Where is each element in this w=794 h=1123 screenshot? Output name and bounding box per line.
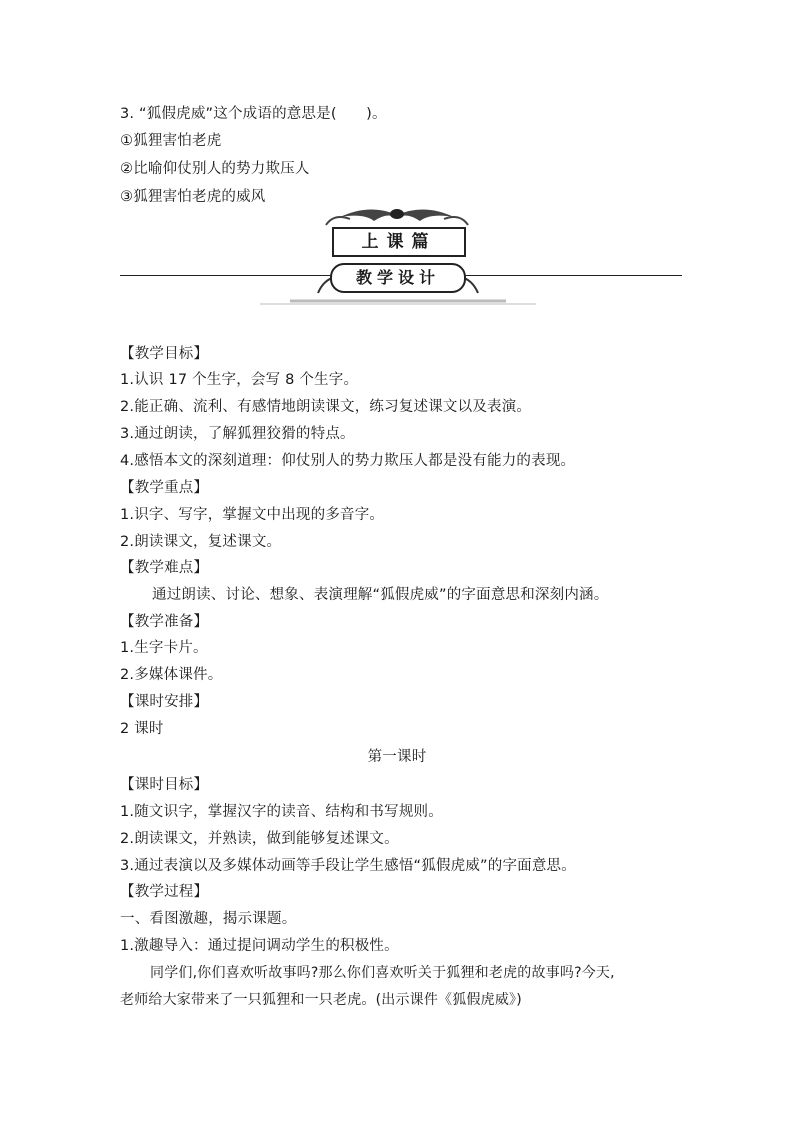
- key-points-heading: 【教学重点】: [120, 480, 209, 496]
- section-banner: [0, 205, 794, 315]
- ornament-icon: [0, 205, 794, 315]
- goal-item: 4.感悟本文的深刻道理：仰仗别人的势力欺压人都是没有能力的表现。: [120, 453, 576, 469]
- key-point-item: 2.朗读课文，复述课文。: [120, 534, 282, 550]
- difficulties-heading: 【教学难点】: [120, 560, 209, 576]
- section-subtitle: 教学设计: [330, 263, 466, 293]
- lesson-goal-item: 1.随文识字，掌握汉字的读音、结构和书写规则。: [120, 804, 443, 820]
- goals-heading: 【教学目标】: [120, 346, 209, 362]
- difficulties-text: 通过朗读、讨论、想象、表演理解“狐假虎威”的字面意思和深刻内涵。: [152, 587, 609, 603]
- quiz-question: 3. “狐假虎威”这个成语的意思是( )。: [120, 106, 387, 122]
- lesson-goals-heading: 【课时目标】: [120, 777, 209, 793]
- quiz-option: ①狐狸害怕老虎: [120, 133, 222, 149]
- schedule-text: 2 课时: [120, 721, 164, 737]
- goal-item: 2.能正确、流利、有感情地朗读课文，练习复述课文以及表演。: [120, 399, 532, 415]
- process-substep: 1.激趣导入：通过提问调动学生的积极性。: [120, 938, 399, 954]
- preparation-item: 1.生字卡片。: [120, 640, 208, 656]
- section-title: 上课篇: [332, 227, 466, 257]
- quiz-option: ③狐狸害怕老虎的威风: [120, 189, 266, 205]
- preparation-item: 2.多媒体课件。: [120, 667, 223, 683]
- process-step: 一、看图激趣，揭示课题。: [120, 911, 297, 927]
- lesson-title: 第一课时: [367, 749, 427, 765]
- lesson-goal-item: 2.朗读课文，并熟读，做到能够复述课文。: [120, 831, 399, 847]
- preparation-heading: 【教学准备】: [120, 614, 209, 630]
- schedule-heading: 【课时安排】: [120, 694, 209, 710]
- key-point-item: 1.识字、写字，掌握文中出现的多音字。: [120, 507, 385, 523]
- paragraph-line: 同学们,你们喜欢听故事吗?那么你们喜欢听关于狐狸和老虎的故事吗?今天,: [150, 965, 615, 981]
- goal-item: 3.通过朗读，了解狐狸狡猾的特点。: [120, 426, 355, 442]
- goal-item: 1.认识 17 个生字，会写 8 个生字。: [120, 372, 359, 388]
- paragraph-line: 老师给大家带来了一只狐狸和一只老虎。(出示课件《狐假虎威》): [120, 992, 522, 1008]
- lesson-goal-item: 3.通过表演以及多媒体动画等手段让学生感悟“狐假虎威”的字面意思。: [120, 858, 576, 874]
- process-heading: 【教学过程】: [120, 884, 209, 900]
- quiz-option: ②比喻仰仗别人的势力欺压人: [120, 161, 310, 177]
